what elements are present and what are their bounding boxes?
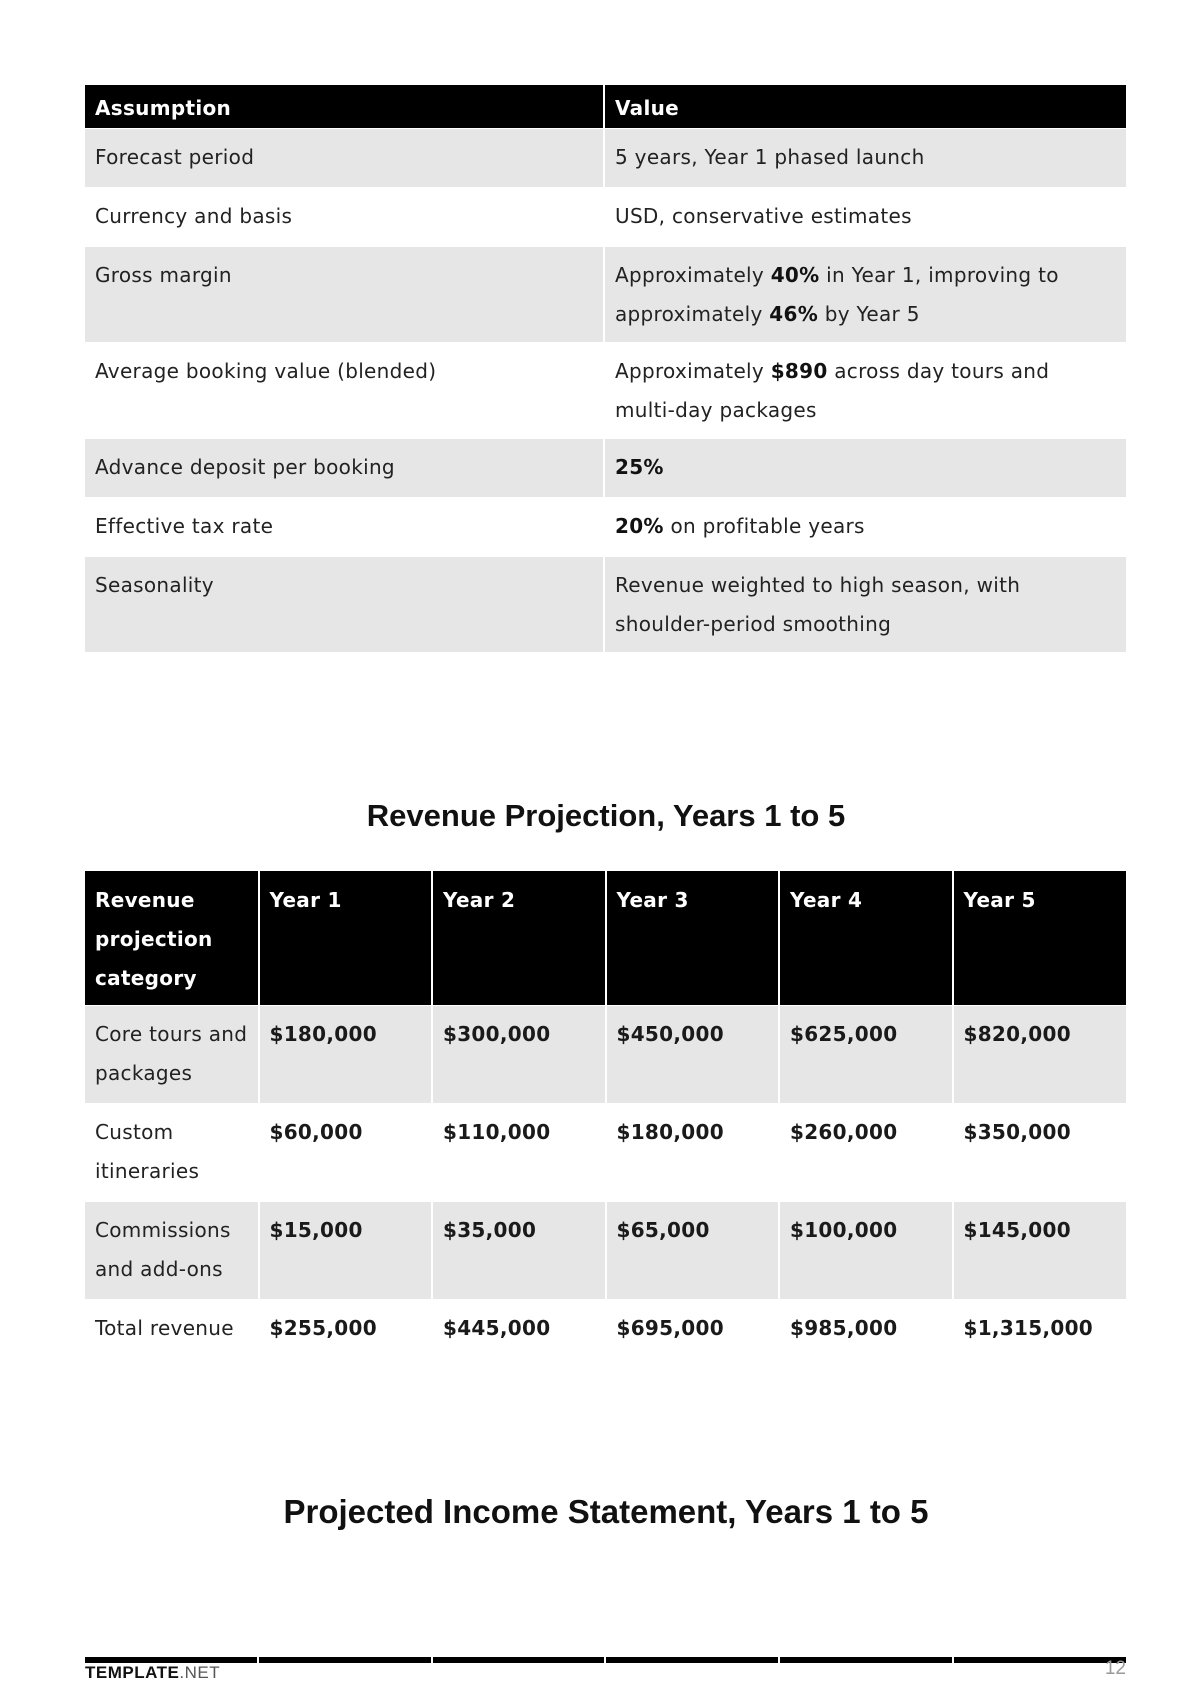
value-emphasis: 20% bbox=[615, 514, 664, 538]
table-row bbox=[85, 1300, 1126, 1359]
assumption-label: Effective tax rate bbox=[85, 498, 604, 557]
year-value: $695,000 bbox=[606, 1300, 780, 1359]
column-header: Year 5 bbox=[953, 871, 1127, 1006]
year-value: $180,000 bbox=[606, 1104, 780, 1202]
column-header: Year 1 bbox=[259, 871, 433, 1006]
table-row bbox=[85, 129, 1126, 188]
brand-name: TEMPLATE bbox=[85, 1663, 180, 1682]
year-value: $35,000 bbox=[432, 1202, 606, 1300]
value-text: on profitable years bbox=[663, 514, 865, 538]
table-row bbox=[85, 247, 1126, 343]
assumption-label: Seasonality bbox=[85, 557, 604, 653]
revenue-projection-heading: Revenue Projection, Years 1 to 5 bbox=[366, 798, 846, 833]
value-text: across day tours and multi-day packages bbox=[615, 359, 1050, 422]
year-value: $100,000 bbox=[779, 1202, 953, 1300]
year-value: $450,000 bbox=[606, 1006, 780, 1104]
assumption-value bbox=[604, 247, 1126, 343]
assumptions-table bbox=[85, 85, 1126, 653]
table-header-row bbox=[85, 85, 1126, 129]
table-row bbox=[85, 343, 1126, 439]
year-value: $60,000 bbox=[259, 1104, 433, 1202]
page-number: 12 bbox=[1104, 1658, 1126, 1679]
value-text: by Year 5 bbox=[818, 302, 920, 326]
value-text: in Year 1, improving to approximately bbox=[615, 263, 1059, 326]
value-emphasis: 46% bbox=[769, 302, 819, 326]
brand-suffix: .NET bbox=[179, 1663, 221, 1682]
year-value: $145,000 bbox=[953, 1202, 1127, 1300]
category-label: Core tours and packages bbox=[85, 1006, 259, 1104]
income-statement-heading: Projected Income Statement, Years 1 to 5 bbox=[283, 1493, 929, 1530]
value-text: Approximately bbox=[615, 263, 771, 287]
table-header-row bbox=[85, 871, 1126, 1006]
revenue-projection-table bbox=[85, 871, 1126, 1359]
assumption-label: Average booking value (blended) bbox=[85, 343, 604, 439]
category-label: Commissions and add-ons bbox=[85, 1202, 259, 1300]
table-row bbox=[85, 498, 1126, 557]
column-header: Year 3 bbox=[606, 871, 780, 1006]
column-header: Assumption bbox=[85, 85, 604, 129]
table-row bbox=[85, 1006, 1126, 1104]
value-emphasis: 25% bbox=[615, 455, 664, 479]
footer-rule bbox=[85, 1657, 1126, 1663]
year-value: $445,000 bbox=[432, 1300, 606, 1359]
year-value: $110,000 bbox=[432, 1104, 606, 1202]
year-value: $65,000 bbox=[606, 1202, 780, 1300]
assumption-label: Advance deposit per booking bbox=[85, 439, 604, 498]
assumption-label: Gross margin bbox=[85, 247, 604, 343]
brand-logo bbox=[85, 1663, 220, 1683]
table-row bbox=[85, 1202, 1126, 1300]
year-value: $180,000 bbox=[259, 1006, 433, 1104]
year-value: $625,000 bbox=[779, 1006, 953, 1104]
column-header: Year 4 bbox=[779, 871, 953, 1006]
year-value: $260,000 bbox=[779, 1104, 953, 1202]
year-value: $985,000 bbox=[779, 1300, 953, 1359]
table-row bbox=[85, 557, 1126, 653]
assumption-value bbox=[604, 498, 1126, 557]
value-emphasis: 40% bbox=[770, 263, 820, 287]
assumption-value bbox=[604, 343, 1126, 439]
year-value: $820,000 bbox=[953, 1006, 1127, 1104]
column-header: Revenue projection category bbox=[85, 871, 259, 1006]
year-value: $1,315,000 bbox=[953, 1300, 1127, 1359]
year-value: $300,000 bbox=[432, 1006, 606, 1104]
table-row bbox=[85, 1104, 1126, 1202]
column-header: Year 2 bbox=[432, 871, 606, 1006]
assumption-value: 5 years, Year 1 phased launch bbox=[604, 129, 1126, 188]
assumption-label: Forecast period bbox=[85, 129, 604, 188]
year-value: $15,000 bbox=[259, 1202, 433, 1300]
category-label: Custom itineraries bbox=[85, 1104, 259, 1202]
category-label: Total revenue bbox=[85, 1300, 259, 1359]
year-value: $255,000 bbox=[259, 1300, 433, 1359]
assumption-value: Revenue weighted to high season, with shoulder-period smoothing bbox=[604, 557, 1126, 653]
assumption-label: Currency and basis bbox=[85, 188, 604, 247]
assumption-value bbox=[604, 439, 1126, 498]
column-header: Value bbox=[604, 85, 1126, 129]
assumption-value: USD, conservative estimates bbox=[604, 188, 1126, 247]
year-value: $350,000 bbox=[953, 1104, 1127, 1202]
value-text: Approximately bbox=[615, 359, 771, 383]
value-emphasis: $890 bbox=[770, 359, 828, 383]
table-row bbox=[85, 439, 1126, 498]
table-row bbox=[85, 188, 1126, 247]
